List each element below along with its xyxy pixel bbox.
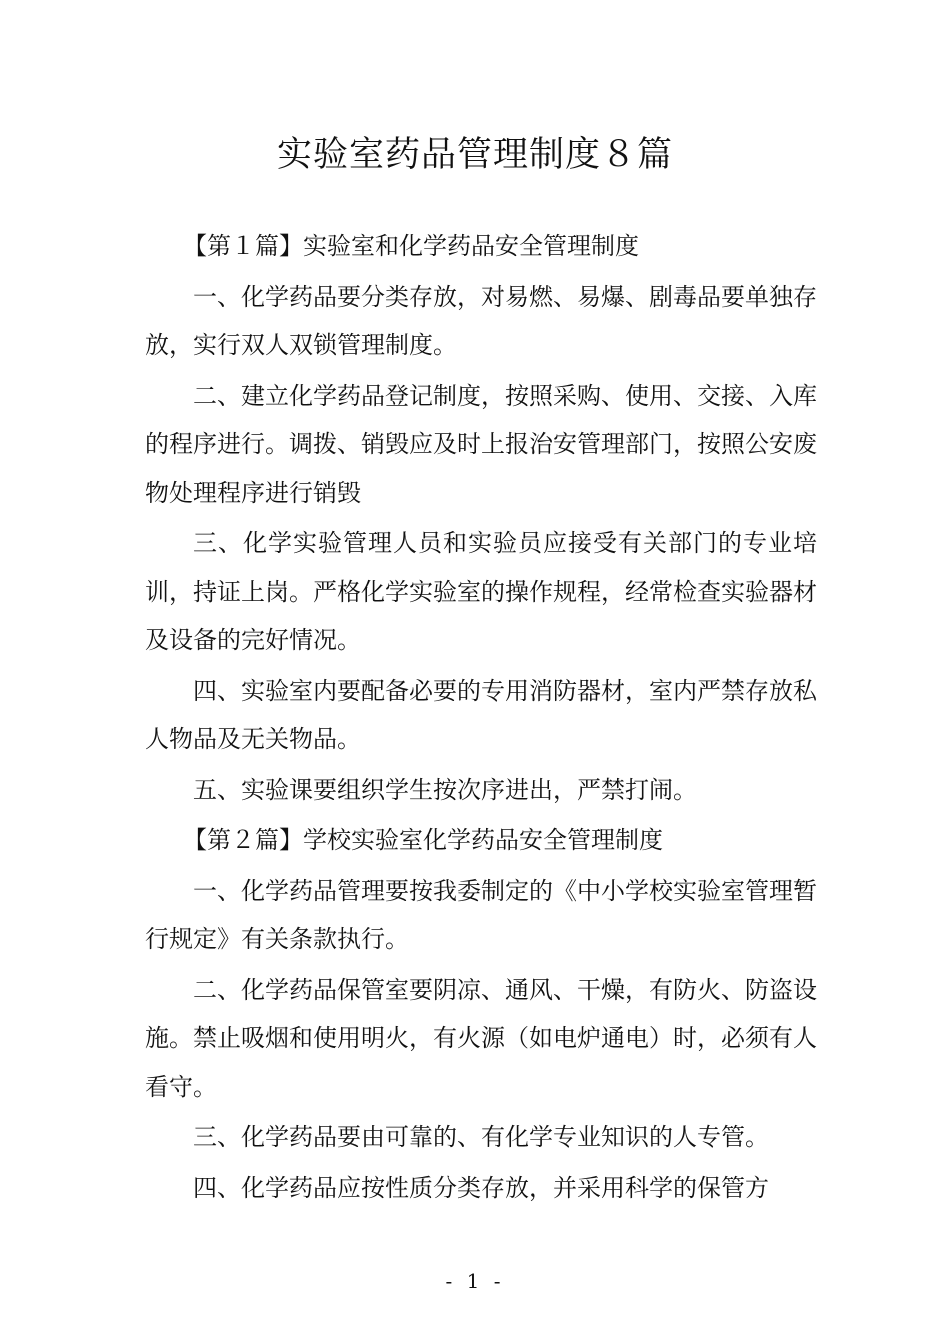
document-body [145, 222, 817, 1214]
section-heading-2: 【第２篇】学校实验室化学药品安全管理制度 [183, 826, 663, 854]
paragraph: 五、实验课要组织学生按次序进出，严禁打闹。 [193, 775, 697, 804]
section-heading-1: 【第１篇】实验室和化学药品安全管理制度 [183, 232, 639, 260]
paragraph: 二、建立化学药品登记制度，按照采购、使用、交接、入库的程序进行。调拨、销毁应及时上报治安管理部门，按照公安废物处理程序进行销毁 [145, 381, 817, 507]
paragraph: 三、化学药品要由可靠的、有化学专业知识的人专管。 [193, 1123, 769, 1151]
paragraph: 四、化学药品应按性质分类存放，并采用科学的保管方 [193, 1173, 769, 1202]
paragraph: 一、化学药品要分类存放，对易燃、易爆、剧毒品要单独存放，实行双人双锁管理制度。 [145, 282, 817, 359]
paragraph: 一、化学药品管理要按我委制定的《中小学校实验室管理暂行规定》有关条款执行。 [145, 876, 817, 953]
page-number: - 1 - [445, 1269, 505, 1293]
paragraph: 四、实验室内要配备必要的专用消防器材，室内严禁存放私人物品及无关物品。 [145, 676, 817, 753]
document-title: 实验室药品管理制度８篇 [276, 135, 673, 175]
paragraph: 二、化学药品保管室要阴凉、通风、干燥，有防火、防盗设施。禁止吸烟和使用明火，有火源（如电炉通电）时，必须有人看守。 [145, 975, 817, 1101]
paragraph: 三、化学实验管理人员和实验员应接受有关部门的专业培训，持证上岗。严格化学实验室的操作规程，经常检查实验器材及设备的完好情况。 [145, 529, 817, 654]
